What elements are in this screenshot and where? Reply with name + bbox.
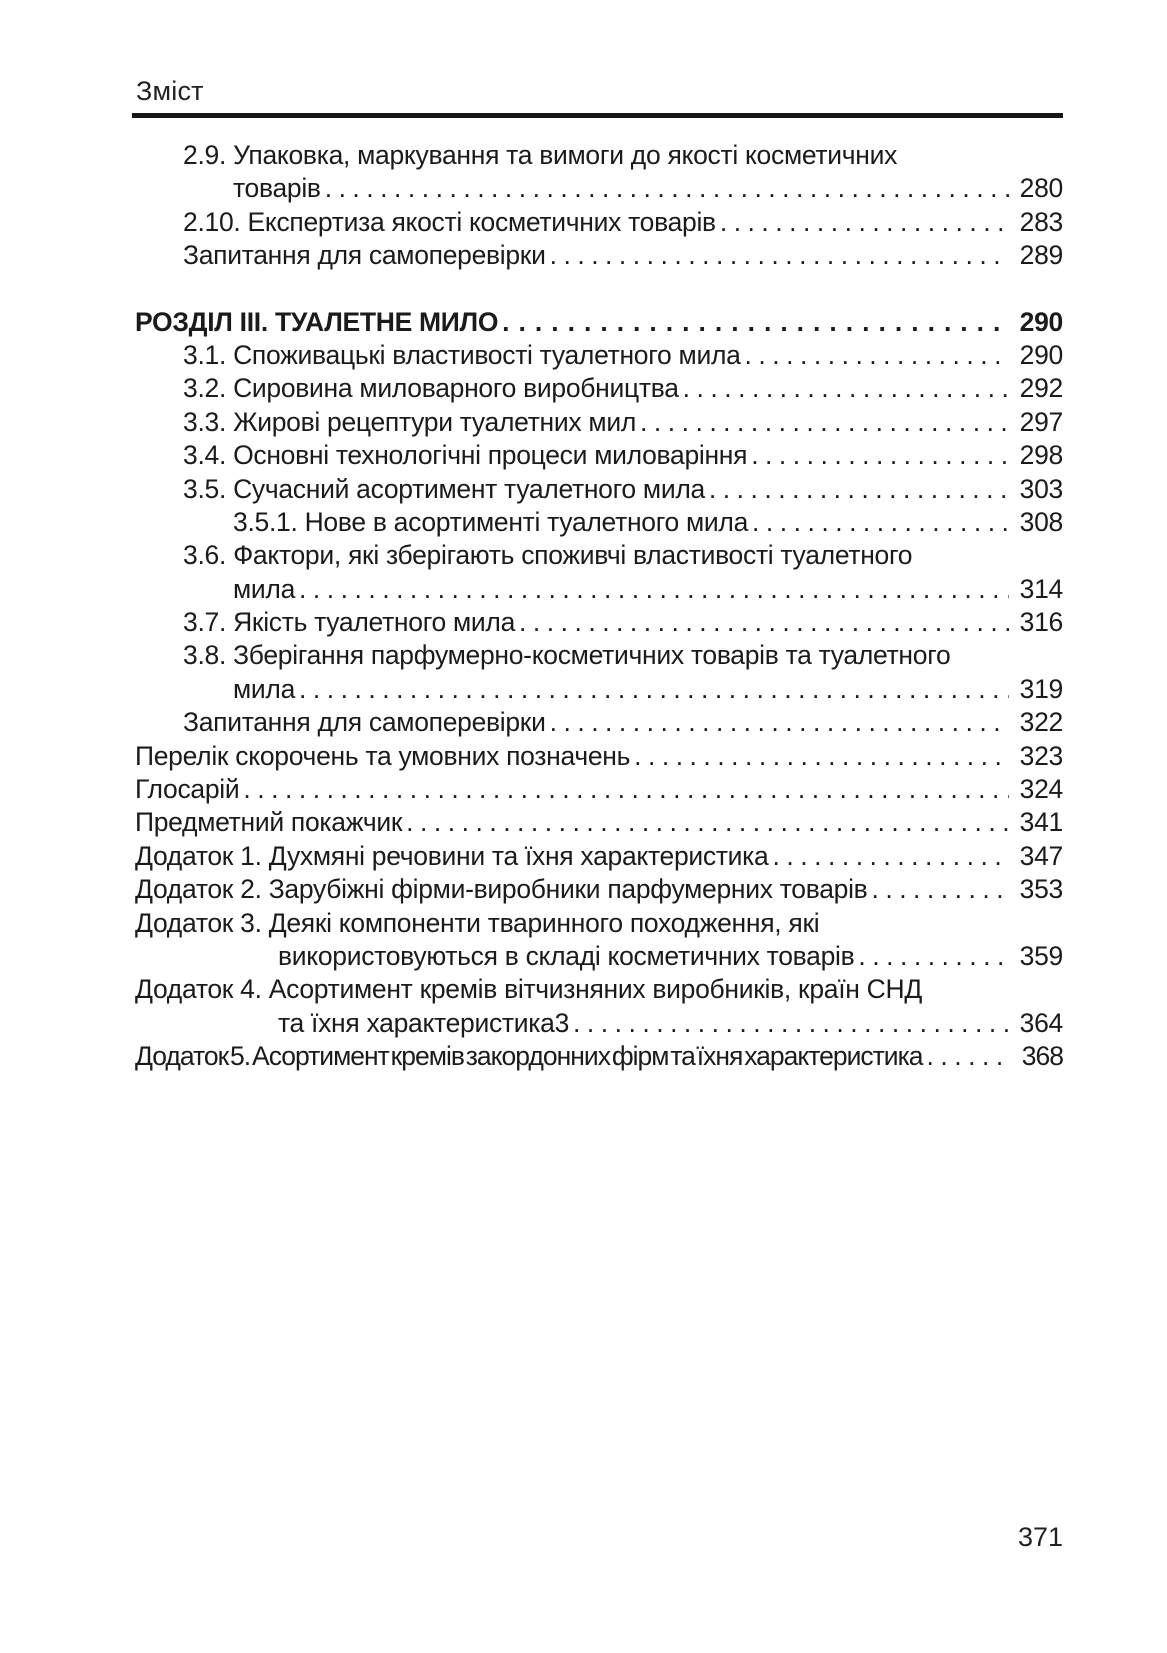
toc-entry-text: Предметний покажчик: [135, 807, 403, 838]
dot-leader: [858, 940, 1009, 973]
toc-page-number: 283: [1019, 206, 1063, 237]
toc-entry-text: та їхня характеристика3: [278, 1007, 570, 1038]
dot-leader: [751, 439, 1009, 472]
toc-entry-text: Глосарій: [135, 774, 240, 805]
toc-entry: [132, 940, 1063, 973]
toc-page-number: 353: [1019, 874, 1063, 905]
toc-entry: [132, 606, 1063, 639]
dot-leader: [573, 1007, 1009, 1040]
toc-entry: [132, 339, 1063, 372]
dot-leader: [634, 740, 1009, 773]
toc-entry: [132, 573, 1063, 606]
toc-entry-text: 3.5. Сучасний асортимент туалетного мила: [183, 473, 705, 504]
toc-entry-text: 3.8. Зберігання парфумерно-косметичних товарів та туалетного: [183, 640, 951, 671]
toc-page-number: 280: [1019, 173, 1063, 204]
toc-entry: [132, 473, 1063, 506]
toc-list: [132, 139, 1063, 1074]
toc-entry-text: Перелік скорочень та умовних позначень: [135, 740, 631, 771]
toc-entry: [132, 206, 1063, 239]
dot-leader: [299, 573, 1009, 606]
header-rule: [132, 113, 1063, 118]
toc-entry-text: Додаток 5. Асортимент кремів закордонних фірм та їхня характеристика: [135, 1041, 923, 1072]
toc-entry: [132, 1007, 1063, 1040]
toc-entry-text: 3.7. Якість туалетного мила: [183, 607, 516, 638]
dot-leader: [745, 339, 1009, 372]
toc-page-number: 359: [1019, 940, 1063, 971]
toc-page-number: 303: [1019, 473, 1063, 504]
toc-entry-text: РОЗДІЛ III. ТУАЛЕТНЕ МИЛО: [135, 306, 499, 337]
toc-page-number: 319: [1019, 673, 1063, 704]
toc-page-number: 314: [1019, 573, 1063, 604]
toc-entry-text: 2.10. Експертиза якості косметичних товарів: [183, 206, 716, 237]
toc-page-number: 368: [1021, 1041, 1063, 1072]
toc-page-number: 289: [1019, 240, 1063, 271]
toc-entry-text: 3.6. Фактори, які зберігають споживчі властивості туалетного: [183, 540, 913, 571]
toc-entry: [132, 539, 1063, 572]
dot-leader: [773, 840, 1009, 873]
dot-leader: [640, 406, 1009, 439]
toc-entry-text: Додаток 4. Асортимент кремів вітчизняних виробників, країн СНД: [135, 974, 922, 1005]
dot-leader: [299, 673, 1009, 706]
dot-leader: [550, 239, 1009, 272]
dot-leader: [752, 506, 1009, 539]
dot-leader: [683, 372, 1009, 405]
toc-entry: [132, 506, 1063, 539]
toc-entry: [132, 639, 1063, 672]
toc-entry-text: Додаток 1. Духмяні речовини та їхня характеристика: [135, 840, 769, 871]
toc-entry-text: Запитання для самоперевірки: [183, 240, 546, 271]
toc-entry: [132, 139, 1063, 172]
toc-entry: [132, 706, 1063, 739]
dot-leader: [709, 473, 1009, 506]
dot-leader: [502, 306, 1009, 339]
toc-entry: [132, 806, 1063, 839]
toc-entry: [132, 239, 1063, 272]
toc-entry-text: використовуються в складі косметичних товарів: [278, 940, 855, 971]
page-title: Зміст: [136, 76, 204, 106]
toc-entry-text: 3.1. Споживацькі властивості туалетного мила: [183, 339, 741, 370]
toc-entry: [132, 740, 1063, 773]
dot-leader: [325, 172, 1009, 205]
toc-page-number: 290: [1019, 306, 1063, 337]
dot-leader: [519, 606, 1009, 639]
toc-entry-text: 3.4. Основні технологічні процеси миловаріння: [183, 440, 748, 471]
toc-entry-text: товарів: [233, 173, 321, 204]
toc-page-number: 324: [1019, 774, 1063, 805]
toc-entry-text: мила: [233, 673, 296, 704]
dot-leader: [927, 1040, 1009, 1073]
page-sheet: [132, 0, 1063, 1074]
toc-entry: [132, 773, 1063, 806]
dot-leader: [406, 806, 1009, 839]
toc-entry-text: 3.2. Сировина миловарного виробництва: [183, 373, 679, 404]
toc-entry-text: мила: [233, 573, 296, 604]
toc-entry-text: Запитання для самоперевірки: [183, 707, 546, 738]
dot-leader: [243, 773, 1009, 806]
toc-section-gap: [132, 273, 1063, 306]
dot-leader: [871, 873, 1009, 906]
toc-entry: [132, 306, 1063, 339]
toc-page-number: 298: [1019, 440, 1063, 471]
toc-page-number: 316: [1019, 607, 1063, 638]
toc-entry-text: 3.5.1. Нове в асортименті туалетного мила: [233, 506, 749, 537]
running-head: [132, 0, 1063, 118]
toc-entry: [132, 873, 1063, 906]
toc-entry: [132, 973, 1063, 1006]
toc-entry: [132, 907, 1063, 940]
toc-entry: [132, 673, 1063, 706]
toc-entry-text: 2.9. Упаковка, маркування та вимоги до якості косметичних: [183, 140, 898, 170]
toc-entry: [132, 406, 1063, 439]
toc-entry: [132, 172, 1063, 205]
toc-entry-text: Додаток 2. Зарубіжні фірми-виробники парфумерних товарів: [135, 874, 868, 905]
toc-page-number: 322: [1019, 707, 1063, 738]
toc-entry-text: Додаток 3. Деякі компоненти тваринного походження, які: [135, 907, 820, 938]
toc-entry-text: 3.3. Жирові рецептури туалетних мил: [183, 406, 636, 437]
folio-page-number: 371: [1017, 1522, 1063, 1552]
toc-page-number: 297: [1019, 406, 1063, 437]
toc-page-number: 308: [1019, 506, 1063, 537]
toc-page-number: 341: [1019, 807, 1063, 838]
toc-entry: [132, 840, 1063, 873]
toc-page-number: 290: [1019, 339, 1063, 370]
toc-page-number: 364: [1019, 1007, 1063, 1038]
dot-leader: [720, 206, 1009, 239]
toc-page-number: 292: [1019, 373, 1063, 404]
toc-entry: [132, 1040, 1063, 1073]
toc-entry: [132, 372, 1063, 405]
toc-entry: [132, 439, 1063, 472]
toc-page-number: 347: [1019, 840, 1063, 871]
dot-leader: [550, 706, 1009, 739]
toc-page-number: 323: [1019, 740, 1063, 771]
